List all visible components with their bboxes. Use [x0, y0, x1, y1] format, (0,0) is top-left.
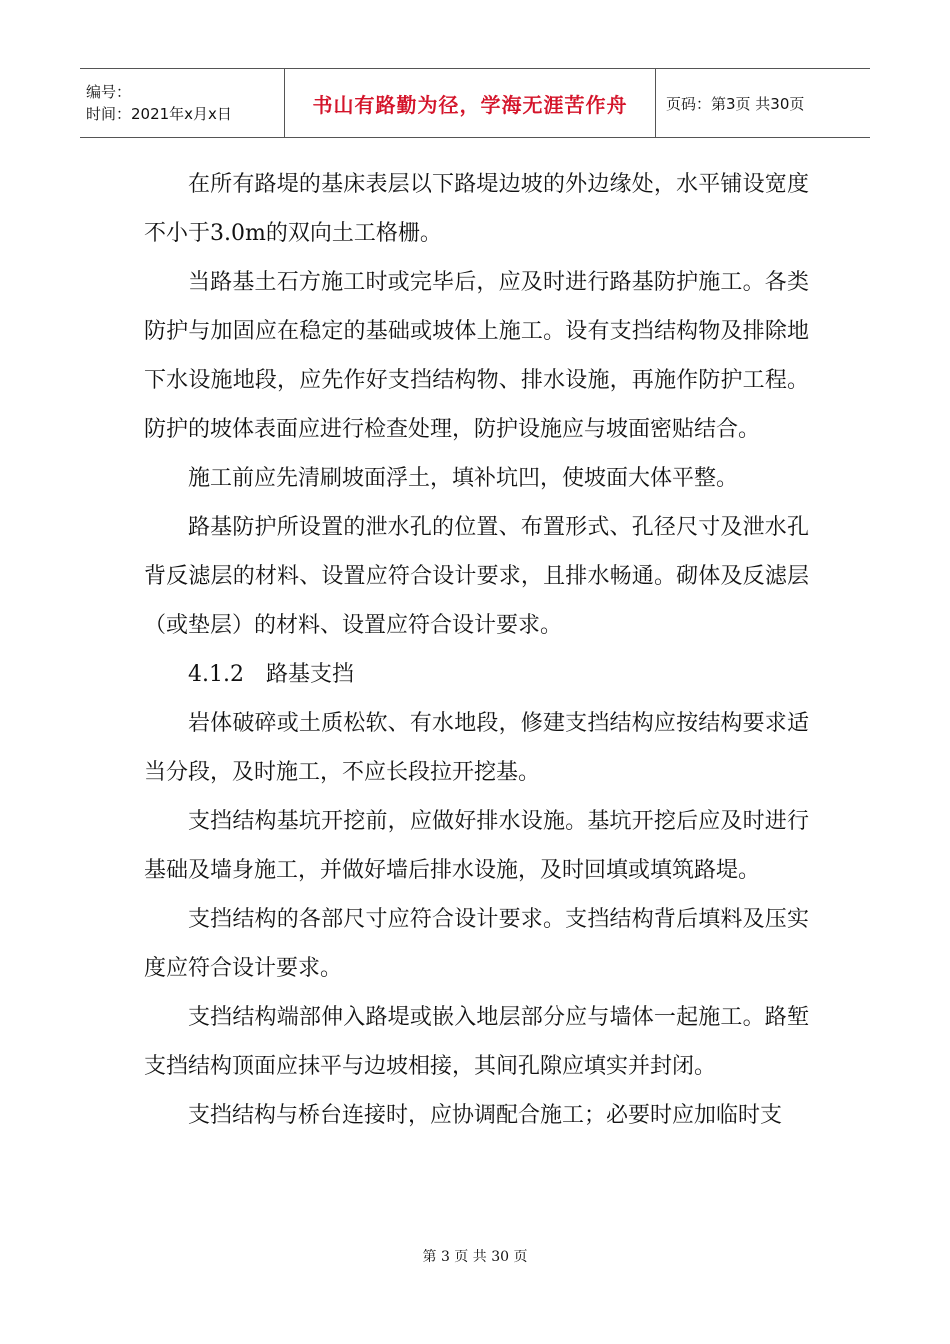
- paragraph: 支挡结构与桥台连接时，应协调配合施工；必要时应加临时支: [188, 1103, 783, 1128]
- paragraph: 施工前应先清刷坡面浮土，填补坑凹，使坡面大体平整。: [188, 466, 739, 491]
- document-body: [144, 160, 809, 1140]
- paragraph: 支挡结构基坑开挖前，应做好排水设施。基坑开挖后应及时进行基础及墙身施工，并做好墙后排水设施，及时回填或填筑路堤。: [144, 809, 809, 883]
- header-motto: 书山有路勤为径，学海无涯苦作舟: [312, 92, 628, 117]
- header-page-number: 页码：第3页 共30页: [666, 94, 805, 113]
- page-footer: 第 3 页 共 30 页: [422, 1249, 528, 1265]
- paragraph: 支挡结构端部伸入路堤或嵌入地层部分应与墙体一起施工。路堑支挡结构顶面应抹平与边坡相接，其间孔隙应填实并封闭。: [144, 1005, 809, 1079]
- paragraph: 岩体破碎或土质松软、有水地段，修建支挡结构应按结构要求适当分段，及时施工，不应长段拉开挖基。: [144, 711, 809, 785]
- document-number-label: 编号：: [86, 83, 132, 101]
- header-meta: [80, 69, 284, 137]
- paragraph: 在所有路堤的基床表层以下路堤边坡的外边缘处，水平铺设宽度不小于3.0m的双向土工格栅。: [144, 172, 809, 246]
- paragraph: 支挡结构的各部尺寸应符合设计要求。支挡结构背后填料及压实度应符合设计要求。: [144, 907, 809, 981]
- page-header: [80, 68, 870, 138]
- paragraph: 路基防护所设置的泄水孔的位置、布置形式、孔径尺寸及泄水孔背反滤层的材料、设置应符合设计要求，且排水畅通。砌体及反滤层（或垫层）的材料、设置应符合设计要求。: [144, 515, 809, 638]
- header-motto-cell: [284, 69, 656, 137]
- section-heading: 4.1.2 路基支挡: [188, 662, 354, 687]
- document-time-label: 时间：2021年x月x日: [86, 105, 232, 123]
- paragraph: 当路基土石方施工时或完毕后，应及时进行路基防护施工。各类防护与加固应在稳定的基础或坡体上施工。设有支挡结构物及排除地下水设施地段，应先作好支挡结构物、排水设施，再施作防护工程。防护的坡体表面应进行检查处理，防护设施应与坡面密贴结合。: [144, 270, 809, 442]
- header-page-cell: [656, 69, 870, 137]
